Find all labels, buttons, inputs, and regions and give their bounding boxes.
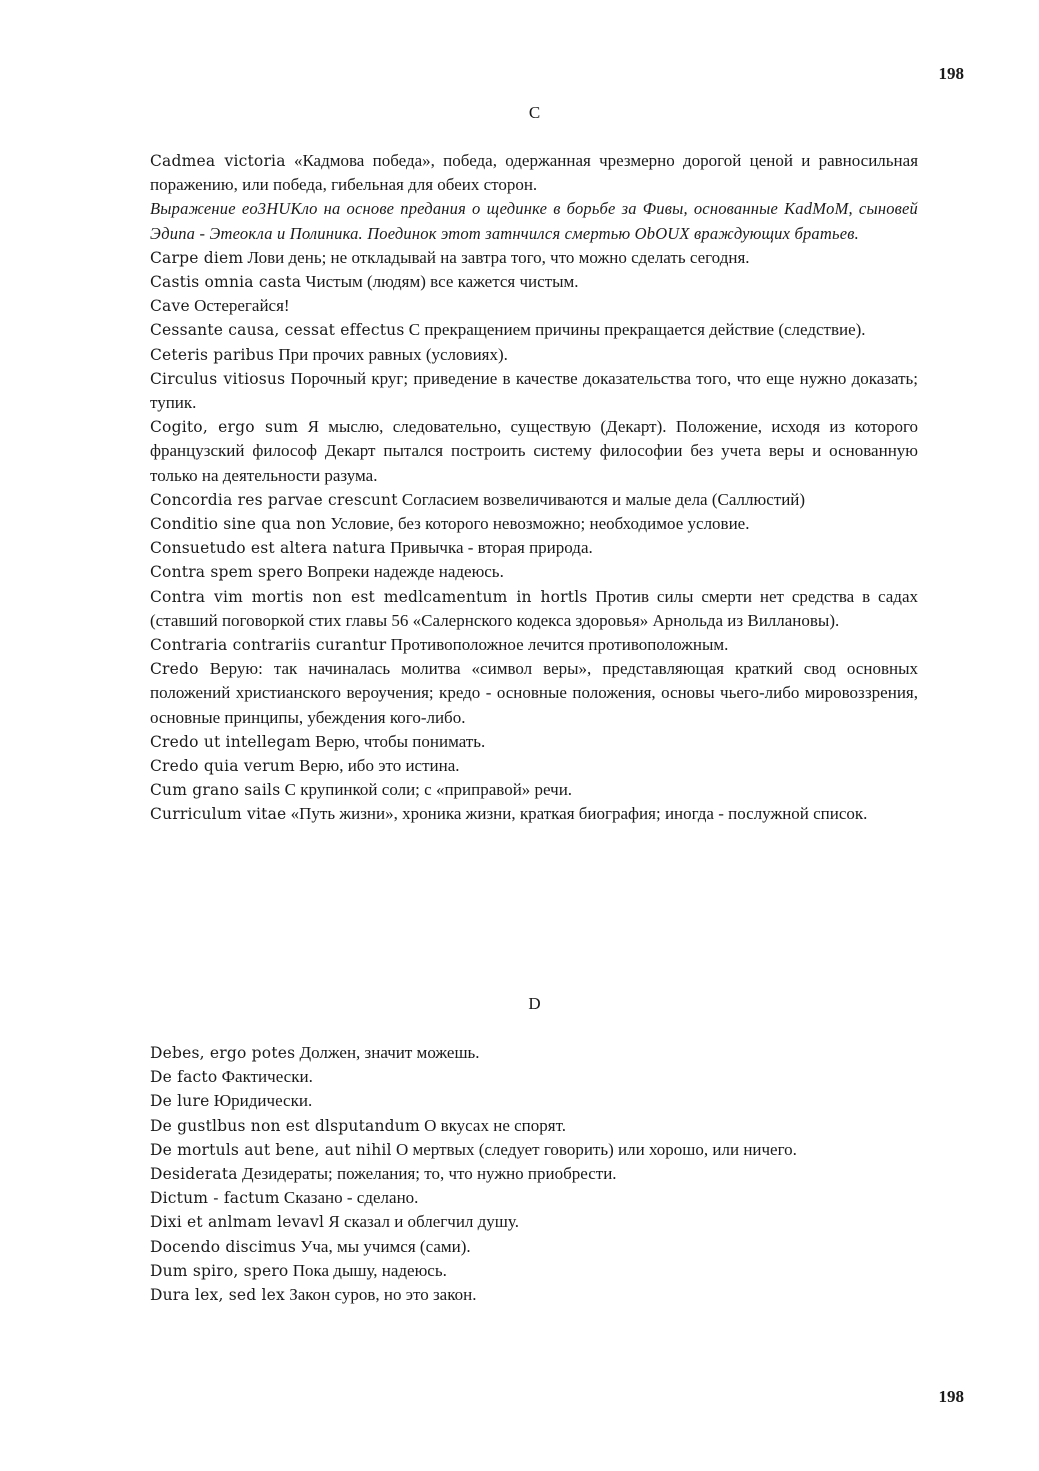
entry-translation: О вкусах не спорят. bbox=[424, 1115, 566, 1135]
entry-term: Cessante causa, cessat effectus bbox=[150, 321, 405, 340]
dictionary-entry bbox=[150, 730, 918, 754]
dictionary-entry bbox=[150, 1186, 918, 1210]
entry-term: Debes, ergo potes bbox=[150, 1044, 296, 1062]
entry-translation: Порочный круг; приведение в качестве доказательства того, что еще нужно доказать; тупик. bbox=[150, 368, 919, 413]
entry-translation: Верю, ибо это истина. bbox=[299, 756, 460, 776]
entry-term: De facto bbox=[150, 1068, 218, 1087]
dictionary-entry bbox=[150, 270, 918, 294]
section-d-entries bbox=[150, 1041, 918, 1307]
entry-term: De mortuls aut bene, aut nihil bbox=[150, 1140, 392, 1159]
dictionary-entry bbox=[150, 1114, 918, 1138]
entry-term: Circulus vitiosus bbox=[150, 369, 286, 388]
entry-term: Carpe diem bbox=[150, 248, 244, 267]
dictionary-entry bbox=[150, 585, 918, 633]
entry-translation: Чистым (людям) все кажется чистым. bbox=[305, 272, 579, 292]
entry-term: Cogito, ergo sum bbox=[150, 418, 299, 437]
entry-translation: Дезидераты; пожелания; то, что нужно приобрести. bbox=[241, 1164, 617, 1184]
entry-translation: Верую: так начиналась молитва «символ веры», представляющая краткий свод основных положений христианского вероучения; кредо - основные положения, основы чьего-либо мировоззрения, основные принципы, убеждения кого-либо. bbox=[150, 659, 918, 727]
entry-term: Contra vim mortis non est medlcamentum in hortls bbox=[150, 587, 588, 606]
entry-translation: При прочих равных (условиях). bbox=[278, 344, 508, 364]
entry-translation: «Кадмова победа», победа, одержанная чрезмерно дорогой ценой и равносильная поражению, или победа, гибельная для обеих сторон. bbox=[150, 151, 919, 195]
entry-translation: Привычка - вторая природа. bbox=[390, 538, 593, 558]
entry-translation: Противоположное лечится противоположным. bbox=[390, 635, 729, 655]
entry-term: Cadmea victoria bbox=[150, 152, 286, 170]
entry-term: De gustlbus non est dlsputandum bbox=[150, 1116, 420, 1135]
section-letter-c: C bbox=[528, 103, 541, 122]
entry-term: Dictum - factum bbox=[150, 1189, 280, 1208]
dictionary-entry bbox=[150, 343, 918, 367]
dictionary-entry bbox=[150, 802, 918, 826]
entry-translation: «Путь жизни», хроника жизни, краткая биография; иногда - послужной список. bbox=[290, 804, 868, 824]
entry-translation: Юридически. bbox=[213, 1091, 313, 1111]
dictionary-entry bbox=[150, 778, 918, 802]
entry-term: Consuetudo est altera natura bbox=[150, 539, 386, 558]
entry-translation: Я сказал и облегчил душу. bbox=[328, 1212, 519, 1232]
dictionary-entry bbox=[150, 1041, 918, 1065]
entry-term: Desiderata bbox=[150, 1165, 238, 1184]
dictionary-entry bbox=[150, 415, 918, 488]
entry-term: Docendo discimus bbox=[150, 1237, 297, 1256]
entry-term: Credo bbox=[150, 660, 199, 679]
entry-term: Cum grano sails bbox=[150, 781, 281, 800]
entry-translation: С прекращением причины прекращается действие (следствие). bbox=[408, 320, 866, 340]
entry-term: Curriculum vitae bbox=[150, 805, 287, 824]
entry-translation: Лови день; не откладывай на завтра того, что можно сделать сегодня. bbox=[247, 247, 750, 267]
entry-translation: Я мыслю, следовательно, существую (Декарт). Положение, исходя из которого французский философ Декарт пытался построить систему философии без учета веры и основанную только на деятельности разума. bbox=[150, 417, 918, 485]
dictionary-entry bbox=[150, 1210, 918, 1234]
entry-term: Dura lex, sed lex bbox=[150, 1286, 285, 1305]
entry-term: Cave bbox=[150, 297, 190, 316]
entry-term: Contraria contrariis curantur bbox=[150, 636, 387, 655]
entry-term: Dixi et anlmam levavl bbox=[150, 1213, 325, 1232]
dictionary-entry bbox=[150, 1259, 918, 1283]
dictionary-entry bbox=[150, 1162, 918, 1186]
entry-term: De lure bbox=[150, 1092, 210, 1111]
entry-translation: Верю, чтобы понимать. bbox=[315, 731, 486, 751]
entry-translation: Фактически. bbox=[221, 1067, 313, 1087]
dictionary-entry bbox=[150, 488, 918, 512]
dictionary-entry bbox=[150, 367, 918, 415]
entry-translation: Согласием возвеличиваются и малые дела (Саллюстий) bbox=[401, 489, 806, 509]
entry-translation: Против силы смерти нет средства в садах (ставший поговоркой стих главы 56 «Салернского кодекса здоровья» Арнольда из Виллановы). bbox=[150, 586, 918, 630]
dictionary-entry bbox=[150, 1138, 918, 1162]
dictionary-entry bbox=[150, 294, 918, 318]
section-letter-d: D bbox=[528, 994, 541, 1013]
entry-term: Conditio sine qua non bbox=[150, 515, 327, 534]
dictionary-entry bbox=[150, 1065, 918, 1089]
dictionary-entry bbox=[150, 197, 918, 245]
dictionary-entry bbox=[150, 149, 918, 197]
dictionary-entry bbox=[150, 633, 918, 657]
entry-translation: Пока дышу, надеюсь. bbox=[292, 1260, 447, 1280]
entry-term: Credo ut intellegam bbox=[150, 732, 311, 751]
dictionary-entry bbox=[150, 1235, 918, 1259]
entry-term: Credo quia verum bbox=[150, 757, 295, 776]
dictionary-entry bbox=[150, 318, 918, 342]
entry-translation: Уча, мы учимся (сами). bbox=[300, 1236, 471, 1256]
entry-term: Contra spem spero bbox=[150, 563, 303, 582]
dictionary-entry bbox=[150, 512, 918, 536]
dictionary-entry bbox=[150, 657, 918, 730]
entry-term: Dum spiro, spero bbox=[150, 1261, 289, 1280]
entry-translation: Закон суров, но это закон. bbox=[289, 1285, 477, 1305]
entry-translation: Должен, значит можешь. bbox=[299, 1043, 480, 1062]
entry-term: Concordia res parvae crescunt bbox=[150, 490, 398, 509]
entry-term: Castis omnia casta bbox=[150, 273, 302, 292]
section-c-entries bbox=[150, 149, 918, 827]
dictionary-entry bbox=[150, 246, 918, 270]
entry-translation: Вопреки надежде надеюсь. bbox=[307, 562, 504, 582]
entry-term: Ceteris paribus bbox=[150, 345, 275, 364]
dictionary-entry bbox=[150, 536, 918, 560]
dictionary-entry bbox=[150, 1089, 918, 1113]
entry-translation: Сказано - сделано. bbox=[283, 1188, 419, 1208]
entry-translation: Условие, без которого невозможно; необходимое условие. bbox=[330, 514, 750, 534]
entry-translation: О мертвых (следует говорить) или хорошо, или ничего. bbox=[395, 1139, 797, 1159]
page-number-bottom: 198 bbox=[938, 1387, 964, 1406]
dictionary-entry bbox=[150, 560, 918, 584]
dictionary-entry bbox=[150, 1283, 918, 1307]
dictionary-entry bbox=[150, 754, 918, 778]
entry-translation: Выражение eo3HUKлo на основе предания о щединке в борьбе за Фивы, основанные KadMoM, сыновей Эдипа - Этеокла и Полиника. Поединок этот затнчился смертью ObOUX враждующих братьев. bbox=[150, 199, 918, 243]
entry-translation: Остерегайся! bbox=[194, 296, 290, 316]
entry-translation: С крупинкой соли; с «приправой» речи. bbox=[284, 780, 573, 800]
page-number-top: 198 bbox=[938, 64, 964, 83]
